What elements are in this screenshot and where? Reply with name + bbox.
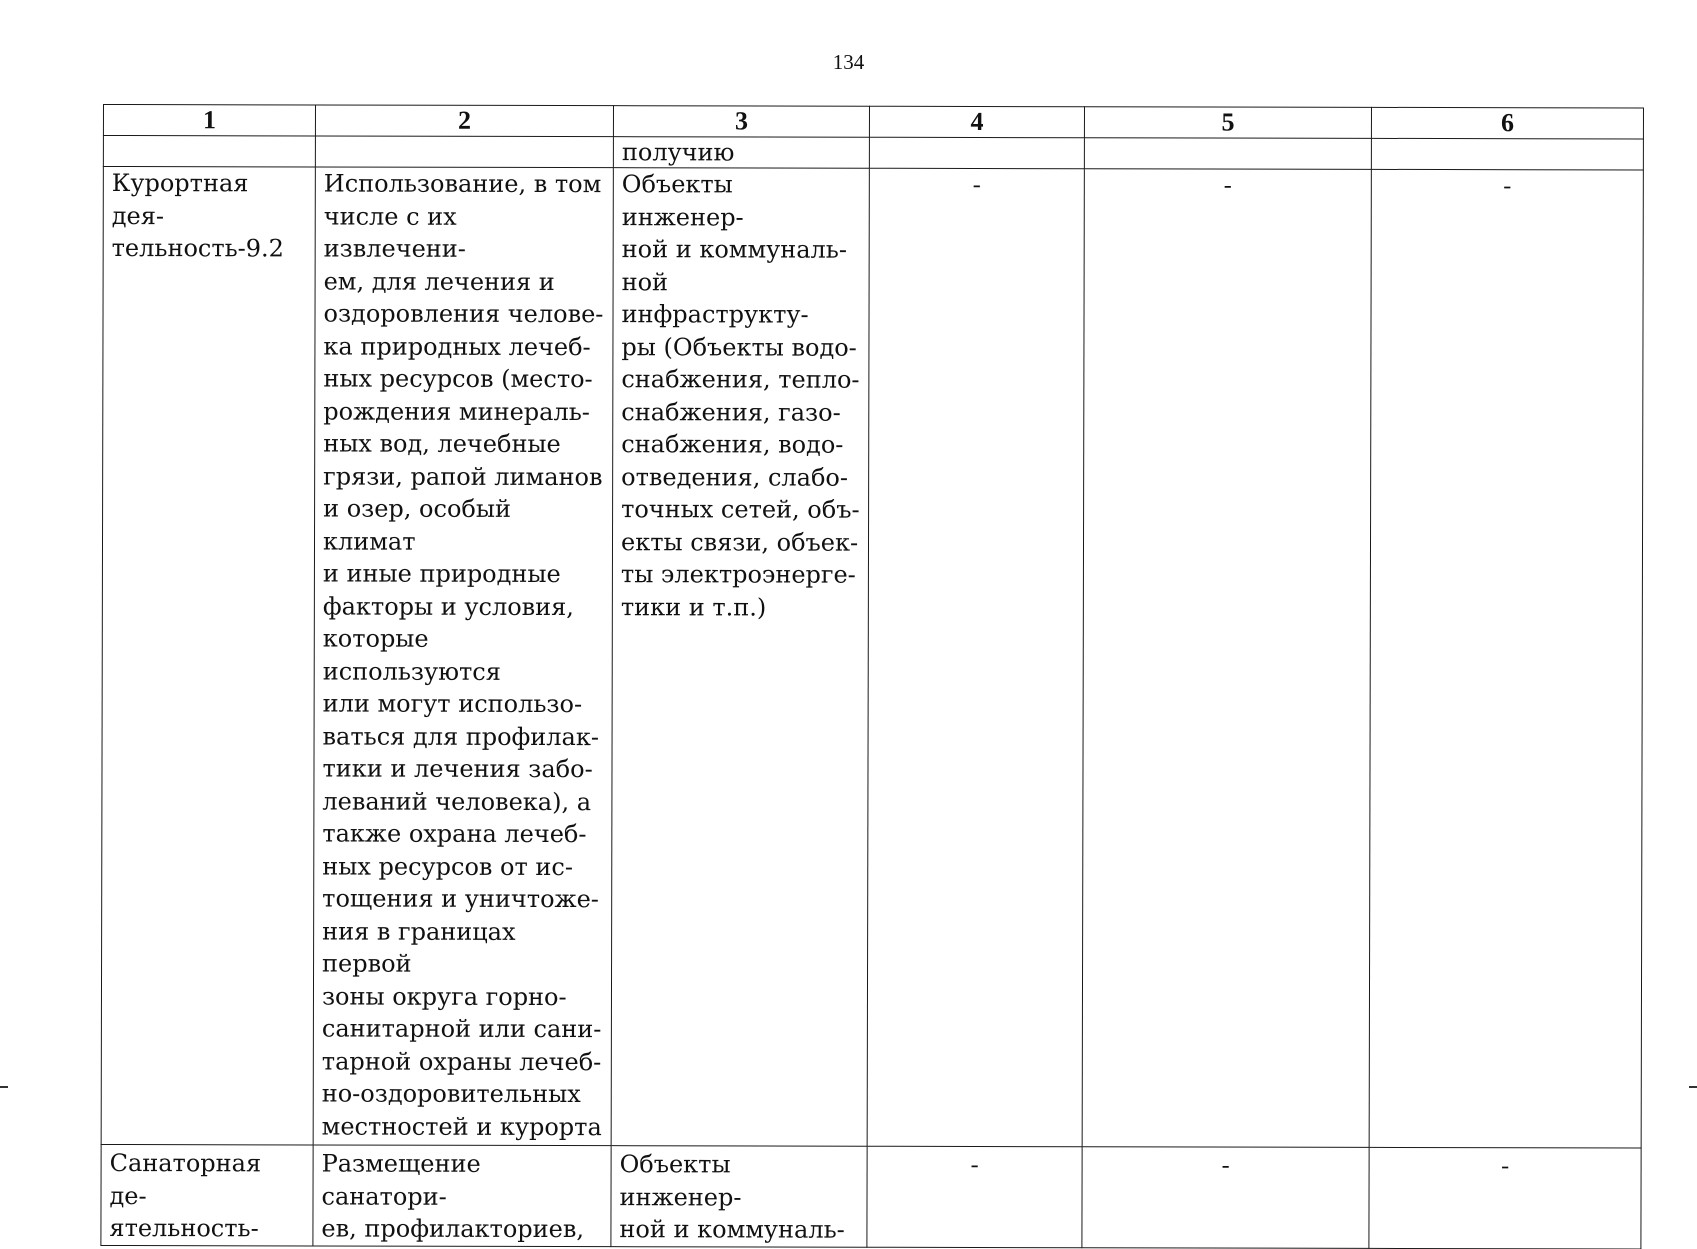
column-header: 5 [1084, 107, 1371, 139]
activity-description-cell: Использование, в том числе с их извлечени- ем, для лечения и оздоровления челове- ка природных лечеб- ных ресурсов (место- рождения минераль- ных вод, лечебные грязи, рапой лиманов и озер, особый климат и иные природные факторы и условия, которые используются или могут использо- ваться для профилак- тики и лечения забо- леваний человека), а также охрана лечеб- ных ресурсов от ис- тощения и уничтоже- ния в границах первой зоны округа горно- санитарной или сани- тарной охраны лечеб- но-оздоровительных местностей и курорта [313, 167, 613, 1146]
table-cell: - [1082, 1147, 1369, 1248]
page-number: 134 [832, 50, 865, 74]
activity-name-cell: Курортная дея- тельность-9.2 [101, 167, 315, 1145]
table-cell: - [1369, 1147, 1641, 1248]
land-use-table [100, 104, 1644, 1249]
table-cell [869, 137, 1084, 168]
table-cell: - [867, 168, 1084, 1146]
table-cell: - [1369, 169, 1643, 1148]
activity-description-cell: Размещение санатори- ев, профилакториев, [313, 1145, 611, 1246]
column-header: 6 [1371, 107, 1643, 139]
table-cell [315, 136, 613, 168]
column-header: 2 [315, 105, 613, 137]
table-cell [1371, 138, 1643, 170]
activity-name-cell: Санаторная де- ятельность- [101, 1144, 313, 1245]
table-cell: - [1082, 169, 1371, 1148]
column-header: 1 [103, 105, 315, 136]
table-cell [1084, 138, 1371, 170]
table-cell: получию [613, 137, 869, 169]
table-header-row [103, 105, 1643, 139]
edge-mark-right [1689, 1086, 1697, 1088]
table-cell [103, 136, 315, 167]
edge-mark-left [0, 1086, 8, 1088]
table-row [101, 167, 1643, 1148]
permitted-objects-cell: Объекты инженер- ной и коммуналь- ной инфраструкту- ры (Объекты водо- снабжения, тепло- снабжения, газо- снабжения, водо- отведения, слабо- точных сетей, объ- екты связи, объек- ты электроэнерге- тики и т.п.) [611, 168, 869, 1147]
continuation-row [103, 136, 1643, 170]
permitted-objects-cell: Объекты инженер- ной и коммуналь- [611, 1146, 867, 1247]
column-header: 4 [869, 106, 1084, 137]
column-header: 3 [613, 106, 869, 138]
table-cell: - [867, 1146, 1082, 1247]
table-row [101, 1144, 1641, 1248]
